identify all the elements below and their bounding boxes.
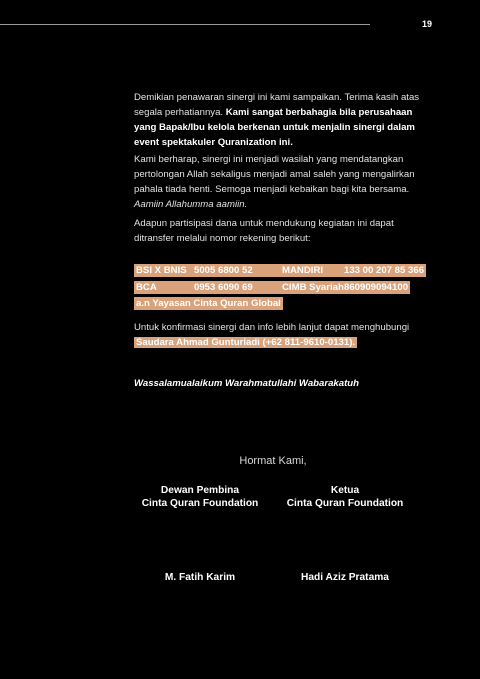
signatory-right-name: Hadi Aziz Pratama bbox=[301, 572, 389, 583]
account-holder-row bbox=[134, 293, 283, 309]
signatory-role: Dewan Pembina bbox=[160, 485, 240, 496]
paragraph-transfer: Adapun partisipasi dana untuk mendukung kegiatan ini dapat ditransfer melalui nomor rekening berikut: bbox=[134, 218, 394, 244]
page-number: 19 bbox=[422, 19, 433, 29]
bank-row-2 bbox=[134, 277, 410, 293]
account-holder: a.n Yayasan Cinta Quran Global bbox=[136, 298, 281, 309]
bank-row-1 bbox=[134, 260, 426, 276]
signatory-org: Cinta Quran Foundation bbox=[141, 498, 259, 509]
signatory-left-title bbox=[120, 484, 280, 510]
paragraph-contact-text: Untuk konfirmasi sinergi dan info lebih lanjut dapat menghubungi bbox=[134, 322, 410, 333]
contact-person: Saudara Ahmad Gunturiadi (+62 811-9610-0131). bbox=[136, 337, 356, 348]
paragraph-thanks-bold: Kami sangat berbahagia bila perusahaan yang Bapak/Ibu kelola berkenan untuk menjalin sinergi dalam event spektakuler Quranization ini. bbox=[134, 107, 415, 148]
signatory-right-title bbox=[265, 484, 425, 510]
signatory-role: Ketua bbox=[330, 485, 360, 496]
regards-text: Hormat Kami, bbox=[239, 455, 307, 467]
paragraph-contact bbox=[134, 320, 434, 350]
bank-account: 860909094100 bbox=[344, 282, 409, 293]
paragraph-thanks bbox=[134, 90, 434, 150]
signatory-left-name: M. Fatih Karim bbox=[164, 572, 236, 583]
paragraph-hope-italic: Aamiin Allahumma aamiin. bbox=[134, 199, 248, 210]
bank-name: BSI X BNIS bbox=[136, 265, 187, 276]
paragraph-hope-text: Kami berharap, sinergi ini menjadi wasilah yang mendatangkan pertolongan Allah sekaligus menjadi amal saleh yang mengalirkan pahala tiada henti. Semoga menjadi kebaikan bagi kita bersama. bbox=[134, 154, 415, 195]
header-divider bbox=[0, 24, 370, 25]
signatory-org: Cinta Quran Foundation bbox=[286, 498, 404, 509]
paragraph-thanks-text: Demikian penawaran sinergi ini kami sampaikan. Terima kasih atas segala perhatiannya. bbox=[134, 92, 420, 118]
closing-greeting: Wassalamualaikum Warahmatullahi Wabarakatuh bbox=[134, 378, 360, 389]
paragraph-hope bbox=[134, 152, 434, 212]
bank-name: BCA bbox=[136, 282, 157, 293]
bank-row-1-highlight bbox=[134, 264, 426, 277]
bank-account: 0953 6090 69 bbox=[194, 282, 253, 293]
bank-name: CIMB Syariah bbox=[282, 282, 344, 293]
bank-account: 5005 6800 52 bbox=[194, 265, 253, 276]
bank-account: 133 00 207 85 366 bbox=[344, 265, 425, 276]
bank-name: MANDIRI bbox=[282, 265, 324, 276]
